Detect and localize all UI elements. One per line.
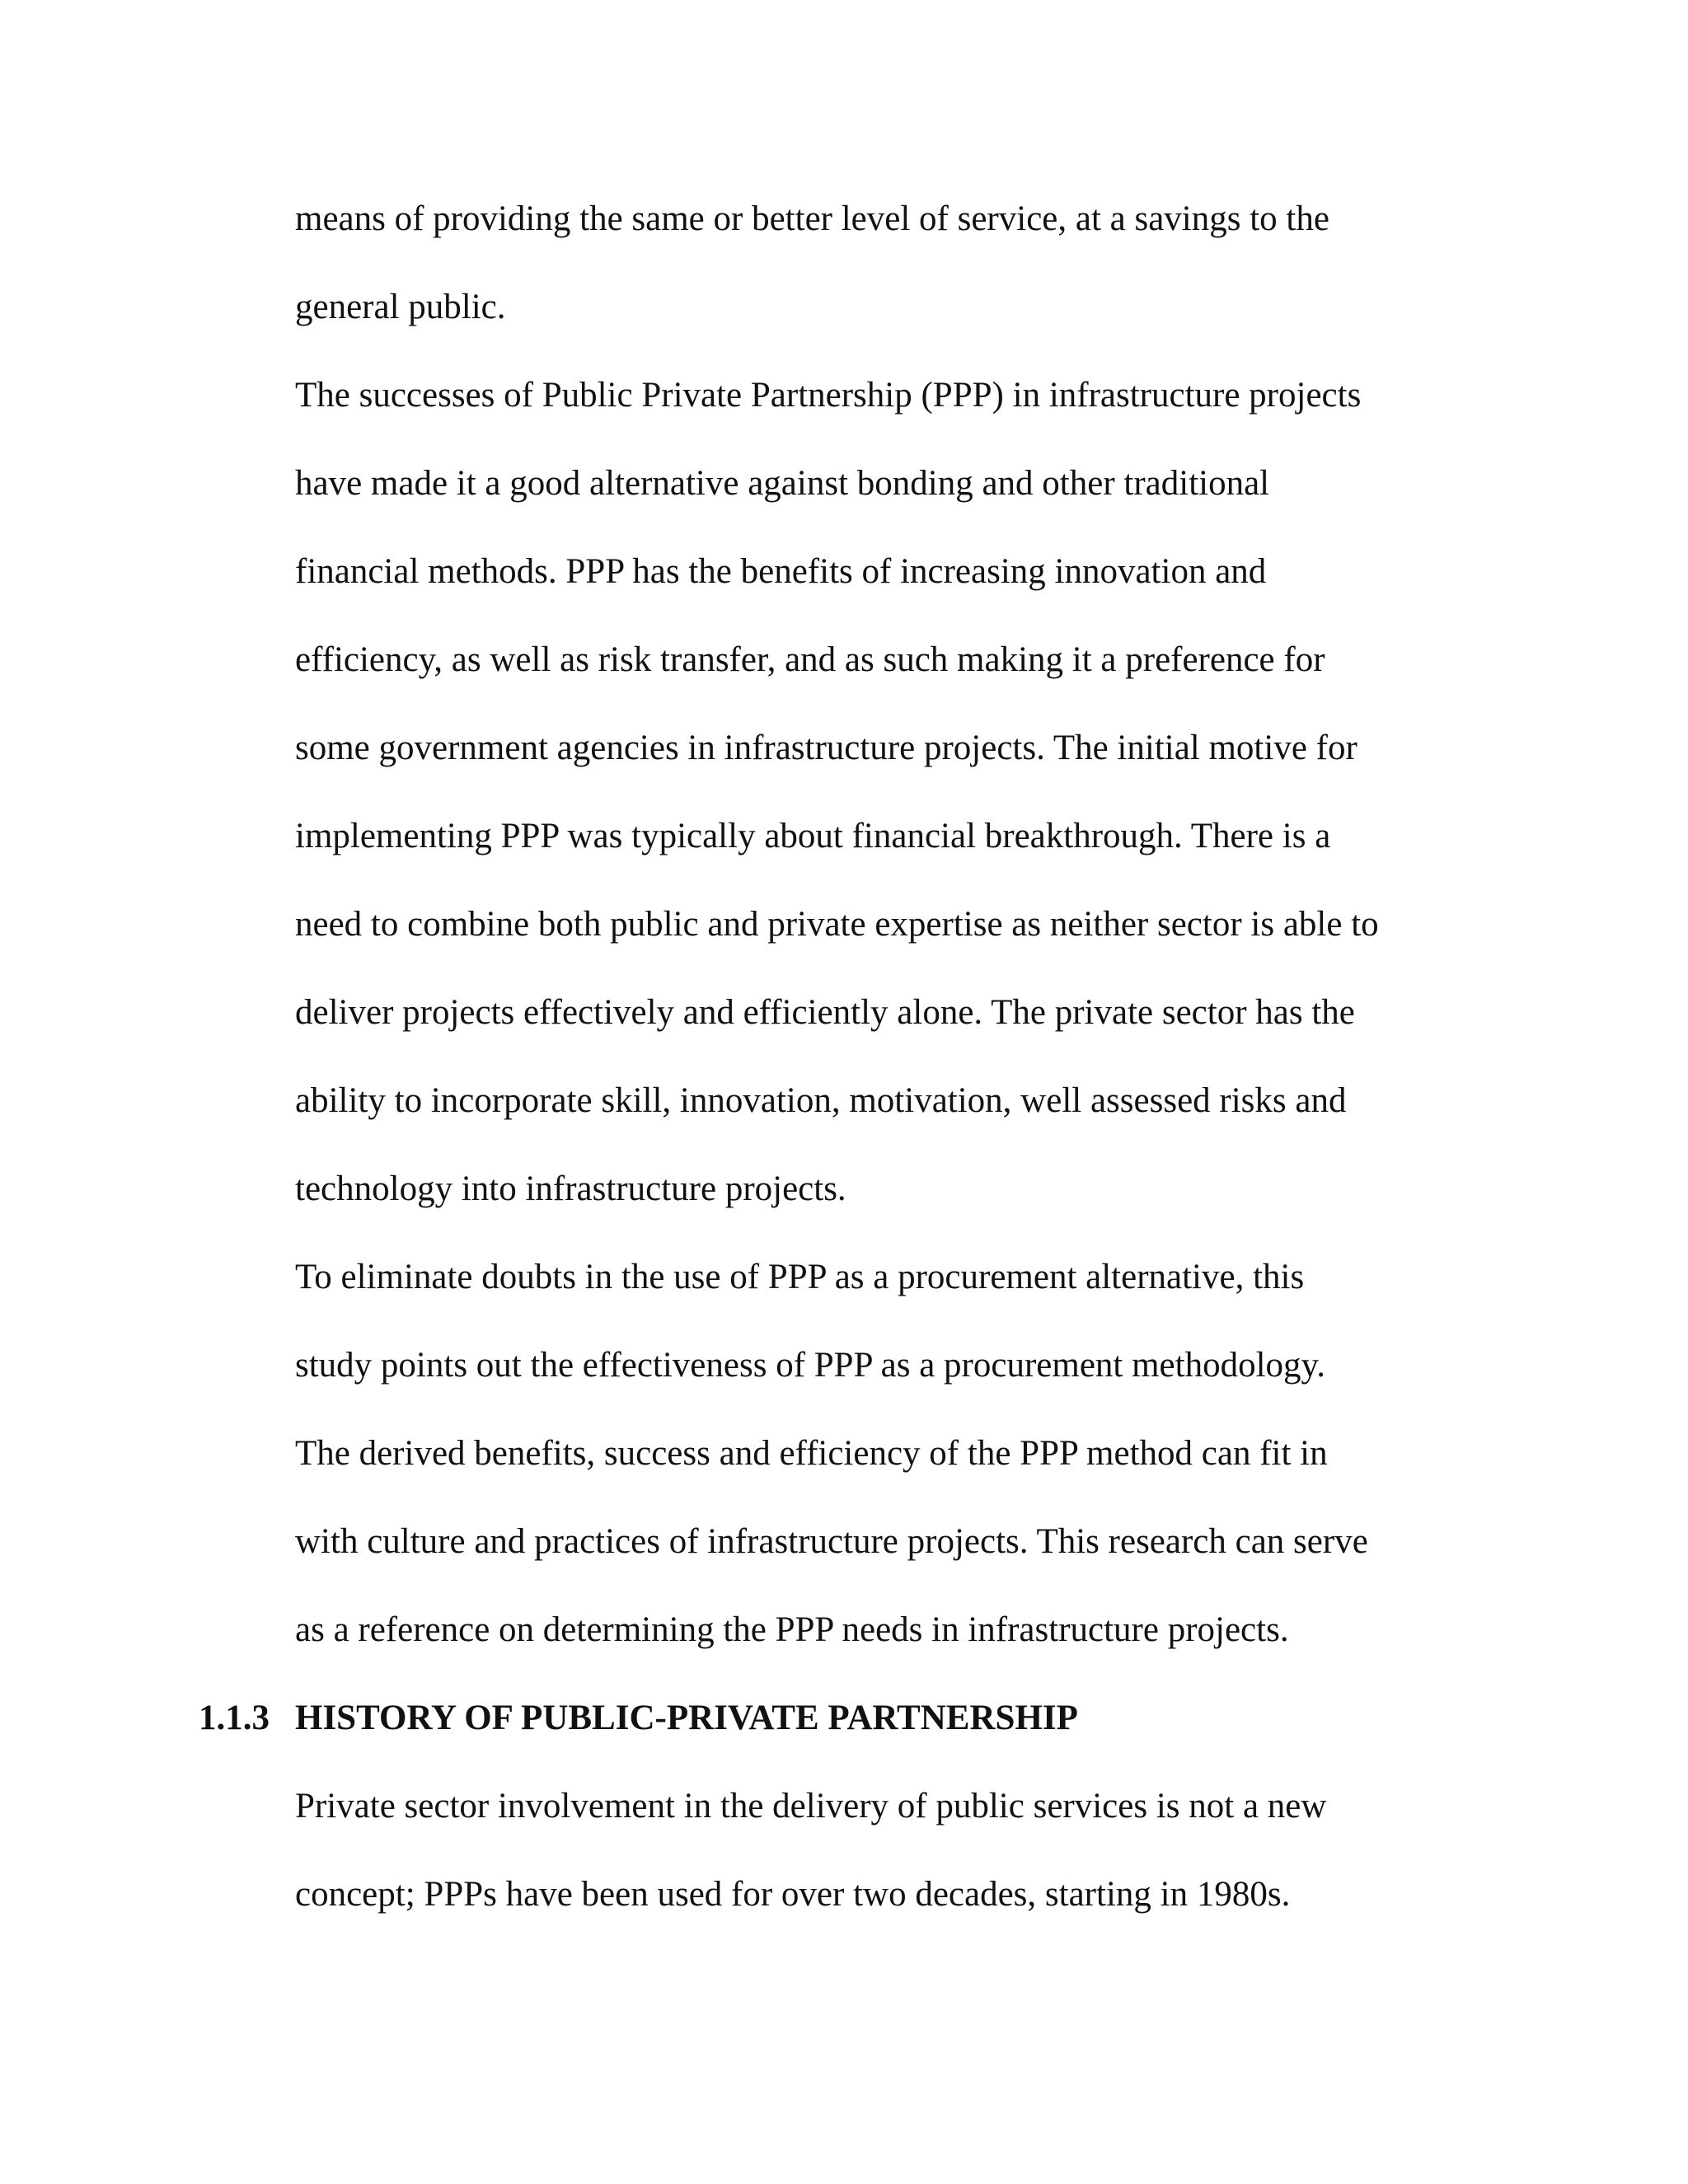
text-line: financial methods. PPP has the benefits of increasing innovation and xyxy=(295,552,1267,591)
text-line: deliver projects effectively and efficiently alone. The private sector has the xyxy=(295,993,1355,1032)
text-line: means of providing the same or better level of service, at a savings to the xyxy=(295,199,1329,238)
text-line: have made it a good alternative against bonding and other traditional xyxy=(295,464,1270,503)
section-number: 1.1.3 xyxy=(199,1699,270,1737)
text-line: study points out the effectiveness of PPP as a procurement methodology. xyxy=(295,1346,1325,1385)
text-line: technology into infrastructure projects. xyxy=(295,1169,846,1208)
text-line: efficiency, as well as risk transfer, and as such making it a preference for xyxy=(295,640,1325,679)
text-line: The successes of Public Private Partnership (PPP) in infrastructure projects xyxy=(295,376,1362,415)
text-line: ability to incorporate skill, innovation, motivation, well assessed risks and xyxy=(295,1081,1347,1120)
text-line: general public. xyxy=(295,288,506,326)
text-line: To eliminate doubts in the use of PPP as a procurement alternative, this xyxy=(295,1258,1305,1296)
text-line: The derived benefits, success and efficiency of the PPP method can fit in xyxy=(295,1434,1328,1473)
text-line: implementing PPP was typically about financial breakthrough. There is a xyxy=(295,817,1331,855)
section-heading: HISTORY OF PUBLIC-PRIVATE PARTNERSHIP xyxy=(295,1699,1078,1737)
text-line: need to combine both public and private expertise as neither sector is able to xyxy=(295,905,1379,944)
text-line: some government agencies in infrastructure projects. The initial motive for xyxy=(295,729,1357,767)
text-line: Private sector involvement in the delivery of public services is not a new xyxy=(295,1787,1327,1825)
text-line: with culture and practices of infrastructure projects. This research can serve xyxy=(295,1522,1368,1561)
text-line: as a reference on determining the PPP needs in infrastructure projects. xyxy=(295,1610,1289,1649)
text-line: concept; PPPs have been used for over two decades, starting in 1980s. xyxy=(295,1875,1291,1914)
